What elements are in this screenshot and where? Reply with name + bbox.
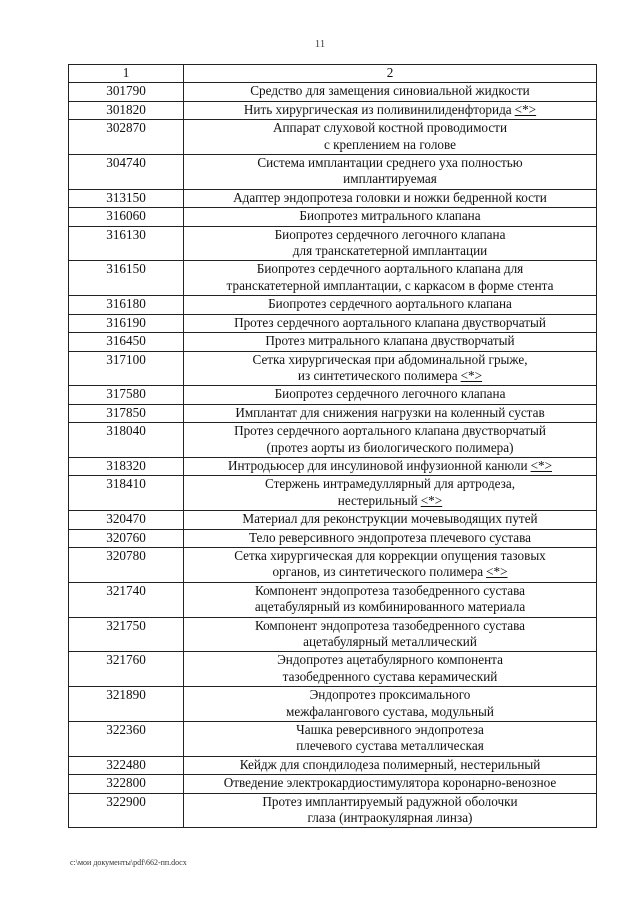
- device-name-text: Компонент эндопротеза тазобедренного сустава: [254, 617, 526, 633]
- device-code: 316190: [69, 314, 184, 332]
- table-row: [69, 722, 597, 757]
- table-row: [69, 476, 597, 511]
- device-name-text: глаза (интраокулярная линза): [307, 810, 473, 826]
- device-name: [184, 529, 597, 547]
- device-name-line: [186, 757, 594, 773]
- device-name-text: нестерильный: [337, 492, 418, 508]
- table-row: [69, 351, 597, 386]
- device-name-line: [186, 704, 594, 720]
- table-row: [69, 423, 597, 458]
- device-name-text: ацетабулярный металлический: [303, 634, 477, 649]
- device-name-text: Протез сердечного аортального клапана двустворчатый: [234, 423, 546, 439]
- device-name-line: [186, 738, 594, 754]
- device-code: 316130: [69, 226, 184, 261]
- header-name-column: 2: [184, 65, 597, 83]
- device-name-text: имплантируемая: [343, 171, 437, 187]
- device-name-line: [186, 315, 594, 331]
- device-code: 317100: [69, 351, 184, 386]
- device-name-text: Интродьюсер для инсулиновой инфузионной канюли: [227, 457, 528, 473]
- device-name-line: [186, 296, 594, 312]
- device-code: 321890: [69, 687, 184, 722]
- device-name-line: [186, 155, 594, 171]
- device-name-line: [186, 476, 594, 492]
- device-code: 320760: [69, 529, 184, 547]
- device-code: 322800: [69, 775, 184, 793]
- device-name: [184, 476, 597, 511]
- device-name-text: Система имплантации среднего уха полностью: [257, 155, 523, 171]
- device-name-line: [186, 440, 594, 456]
- table-row: [69, 208, 597, 226]
- footnote-reference-link[interactable]: <*>: [514, 101, 537, 117]
- table-row: [69, 457, 597, 475]
- device-name: [184, 457, 597, 475]
- table-row: [69, 793, 597, 828]
- device-name-line: [186, 599, 594, 615]
- table-header-row: [69, 65, 597, 83]
- device-name: [184, 722, 597, 757]
- device-code: 318320: [69, 457, 184, 475]
- device-name-text: Нить хирургическая из поливинилиденфторида: [243, 101, 512, 117]
- device-name-text: Эндопротез ацетабулярного компонента: [277, 652, 503, 668]
- device-name-line: [186, 511, 594, 527]
- device-name-line: [186, 618, 594, 634]
- device-name-line: [186, 634, 594, 650]
- device-name: [184, 687, 597, 722]
- device-name-text: с креплением на голове: [324, 136, 456, 152]
- device-name-text: из синтетического полимера: [297, 367, 458, 383]
- table-row: [69, 189, 597, 207]
- device-name: [184, 314, 597, 332]
- table-row: [69, 547, 597, 582]
- device-name-line: [186, 368, 594, 384]
- device-name-text: (протез аорты из биологического полимера): [266, 439, 514, 455]
- device-name: [184, 404, 597, 422]
- device-name-text: межфалангового сустава, модульный: [286, 703, 494, 719]
- device-name: [184, 756, 597, 774]
- device-name: [184, 261, 597, 296]
- device-code: 316180: [69, 296, 184, 314]
- device-name-text: плечевого сустава металлическая: [296, 738, 484, 754]
- device-name-text: Биопротез сердечного аортального клапана для: [256, 261, 524, 277]
- device-name: [184, 652, 597, 687]
- device-name-line: [186, 458, 594, 474]
- device-name: [184, 351, 597, 386]
- device-name-line: [186, 190, 594, 206]
- device-name: [184, 120, 597, 155]
- device-name-text: ацетабулярный из комбинированного материала: [254, 599, 526, 615]
- device-name-line: [186, 137, 594, 153]
- device-name-line: [186, 794, 594, 810]
- footnote-reference-link[interactable]: <*>: [460, 367, 483, 383]
- device-code: 304740: [69, 155, 184, 190]
- footnote-reference-link[interactable]: <*>: [486, 564, 508, 580]
- device-name-line: [186, 278, 594, 294]
- device-name-line: [186, 208, 594, 224]
- device-name-text: Имплантат для снижения нагрузки на коленный сустав: [235, 404, 545, 420]
- device-name: [184, 101, 597, 119]
- device-code: 321750: [69, 617, 184, 652]
- device-name: [184, 582, 597, 617]
- table-row: [69, 101, 597, 119]
- device-code: 322900: [69, 793, 184, 828]
- device-name-text: Чашка реверсивного эндопротеза: [296, 722, 484, 738]
- device-name-text: Материал для реконструкции мочевыводящих путей: [242, 511, 538, 527]
- device-code: 301820: [69, 101, 184, 119]
- device-name: [184, 617, 597, 652]
- device-name-line: [186, 810, 594, 826]
- table-row: [69, 226, 597, 261]
- device-table: [68, 64, 597, 828]
- device-name: [184, 333, 597, 351]
- device-name-text: Биопротез сердечного аортального клапана: [268, 296, 512, 312]
- device-name-line: [186, 564, 594, 580]
- device-name-text: Сетка хирургическая при абдоминальной грыже,: [252, 351, 528, 367]
- device-name-text: Компонент эндопротеза тазобедренного сустава: [254, 582, 526, 598]
- table-row: [69, 386, 597, 404]
- header-code-column: 1: [69, 65, 184, 83]
- table-row: [69, 314, 597, 332]
- device-name-line: [186, 669, 594, 685]
- table-row: [69, 652, 597, 687]
- device-name-line: [186, 583, 594, 599]
- device-name-line: [186, 405, 594, 421]
- table-row: [69, 120, 597, 155]
- device-name-text: Протез имплантируемый радужной оболочки: [262, 793, 518, 809]
- device-name-text: Биопротез сердечного легочного клапана: [274, 226, 506, 242]
- device-name-line: [186, 261, 594, 277]
- device-code: 321760: [69, 652, 184, 687]
- device-name: [184, 189, 597, 207]
- table-row: [69, 582, 597, 617]
- device-name: [184, 547, 597, 582]
- device-code: 322480: [69, 756, 184, 774]
- table-row: [69, 756, 597, 774]
- device-name-line: [186, 493, 594, 509]
- device-name: [184, 793, 597, 828]
- table-body: [69, 83, 597, 828]
- device-code: 320470: [69, 511, 184, 529]
- device-name-text: Биопротез митрального клапана: [299, 208, 481, 224]
- device-name-line: [186, 83, 594, 99]
- device-name-line: [186, 352, 594, 368]
- device-name-line: [186, 120, 594, 136]
- device-name-line: [186, 775, 594, 791]
- device-name-text: Аппарат слуховой костной проводимости: [272, 120, 508, 136]
- device-code: 317580: [69, 386, 184, 404]
- device-code: 316060: [69, 208, 184, 226]
- footnote-reference-link[interactable]: <*>: [530, 457, 553, 473]
- device-name-text: Биопротез сердечного легочного клапана: [274, 386, 506, 402]
- device-code: 302870: [69, 120, 184, 155]
- device-name-text: Протез митрального клапана двустворчатый: [265, 333, 515, 349]
- device-name-text: Эндопротез проксимального: [309, 687, 471, 703]
- device-code: 318040: [69, 423, 184, 458]
- device-name: [184, 775, 597, 793]
- table-row: [69, 261, 597, 296]
- table-row: [69, 155, 597, 190]
- device-name-line: [186, 333, 594, 349]
- device-name-text: Тело реверсивного эндопротеза плечевого сустава: [248, 529, 532, 545]
- device-name-text: транскатетерной имплантации, с каркасом в форме стента: [226, 277, 554, 293]
- device-name-line: [186, 652, 594, 668]
- table-row: [69, 511, 597, 529]
- device-name-text: для транскатетерной имплантации: [292, 243, 488, 259]
- table-row: [69, 296, 597, 314]
- device-name-text: Средство для замещения синовиальной жидкости: [250, 83, 530, 99]
- device-name: [184, 296, 597, 314]
- table-row: [69, 617, 597, 652]
- device-name-text: органов, из синтетического полимера: [272, 564, 484, 580]
- device-name-line: [186, 102, 594, 118]
- device-name-line: [186, 722, 594, 738]
- device-name-line: [186, 386, 594, 402]
- device-name-line: [186, 171, 594, 187]
- device-name: [184, 511, 597, 529]
- device-name-line: [186, 548, 594, 564]
- table-row: [69, 83, 597, 101]
- device-name-line: [186, 423, 594, 439]
- table-row: [69, 404, 597, 422]
- device-name: [184, 423, 597, 458]
- device-name-text: Адаптер эндопротеза головки и ножки бедренной кости: [233, 189, 547, 205]
- device-name-text: Кейдж для спондилодеза полимерный, нестерильный: [239, 756, 541, 772]
- device-name-text: Сетка хирургическая для коррекции опущения тазовых: [234, 547, 546, 563]
- device-name-line: [186, 530, 594, 546]
- device-code: 318410: [69, 476, 184, 511]
- device-code: 320780: [69, 547, 184, 582]
- device-name-text: Стержень интрамедуллярный для артродеза,: [264, 476, 516, 492]
- table-row: [69, 775, 597, 793]
- device-code: 321740: [69, 582, 184, 617]
- file-path: c:\мои документы\pdf\662-пп.docx: [70, 858, 187, 867]
- device-code: 316150: [69, 261, 184, 296]
- table-row: [69, 529, 597, 547]
- page-number: 11: [314, 38, 326, 50]
- device-name-line: [186, 227, 594, 243]
- device-name: [184, 386, 597, 404]
- footnote-reference-link[interactable]: <*>: [420, 492, 443, 508]
- table-row: [69, 687, 597, 722]
- device-name-line: [186, 687, 594, 703]
- device-name-text: тазобедренного сустава керамический: [282, 668, 498, 684]
- device-code: 322360: [69, 722, 184, 757]
- device-code: 317850: [69, 404, 184, 422]
- device-name: [184, 208, 597, 226]
- device-name-line: [186, 243, 594, 259]
- table-row: [69, 333, 597, 351]
- device-name-text: Протез сердечного аортального клапана двустворчатый: [234, 314, 546, 330]
- device-code: 301790: [69, 83, 184, 101]
- device-name: [184, 155, 597, 190]
- device-code: 316450: [69, 333, 184, 351]
- device-name: [184, 226, 597, 261]
- device-name: [184, 83, 597, 101]
- device-name-text: Отведение электрокардиостимулятора коронарно-венозное: [223, 775, 557, 791]
- device-code: 313150: [69, 189, 184, 207]
